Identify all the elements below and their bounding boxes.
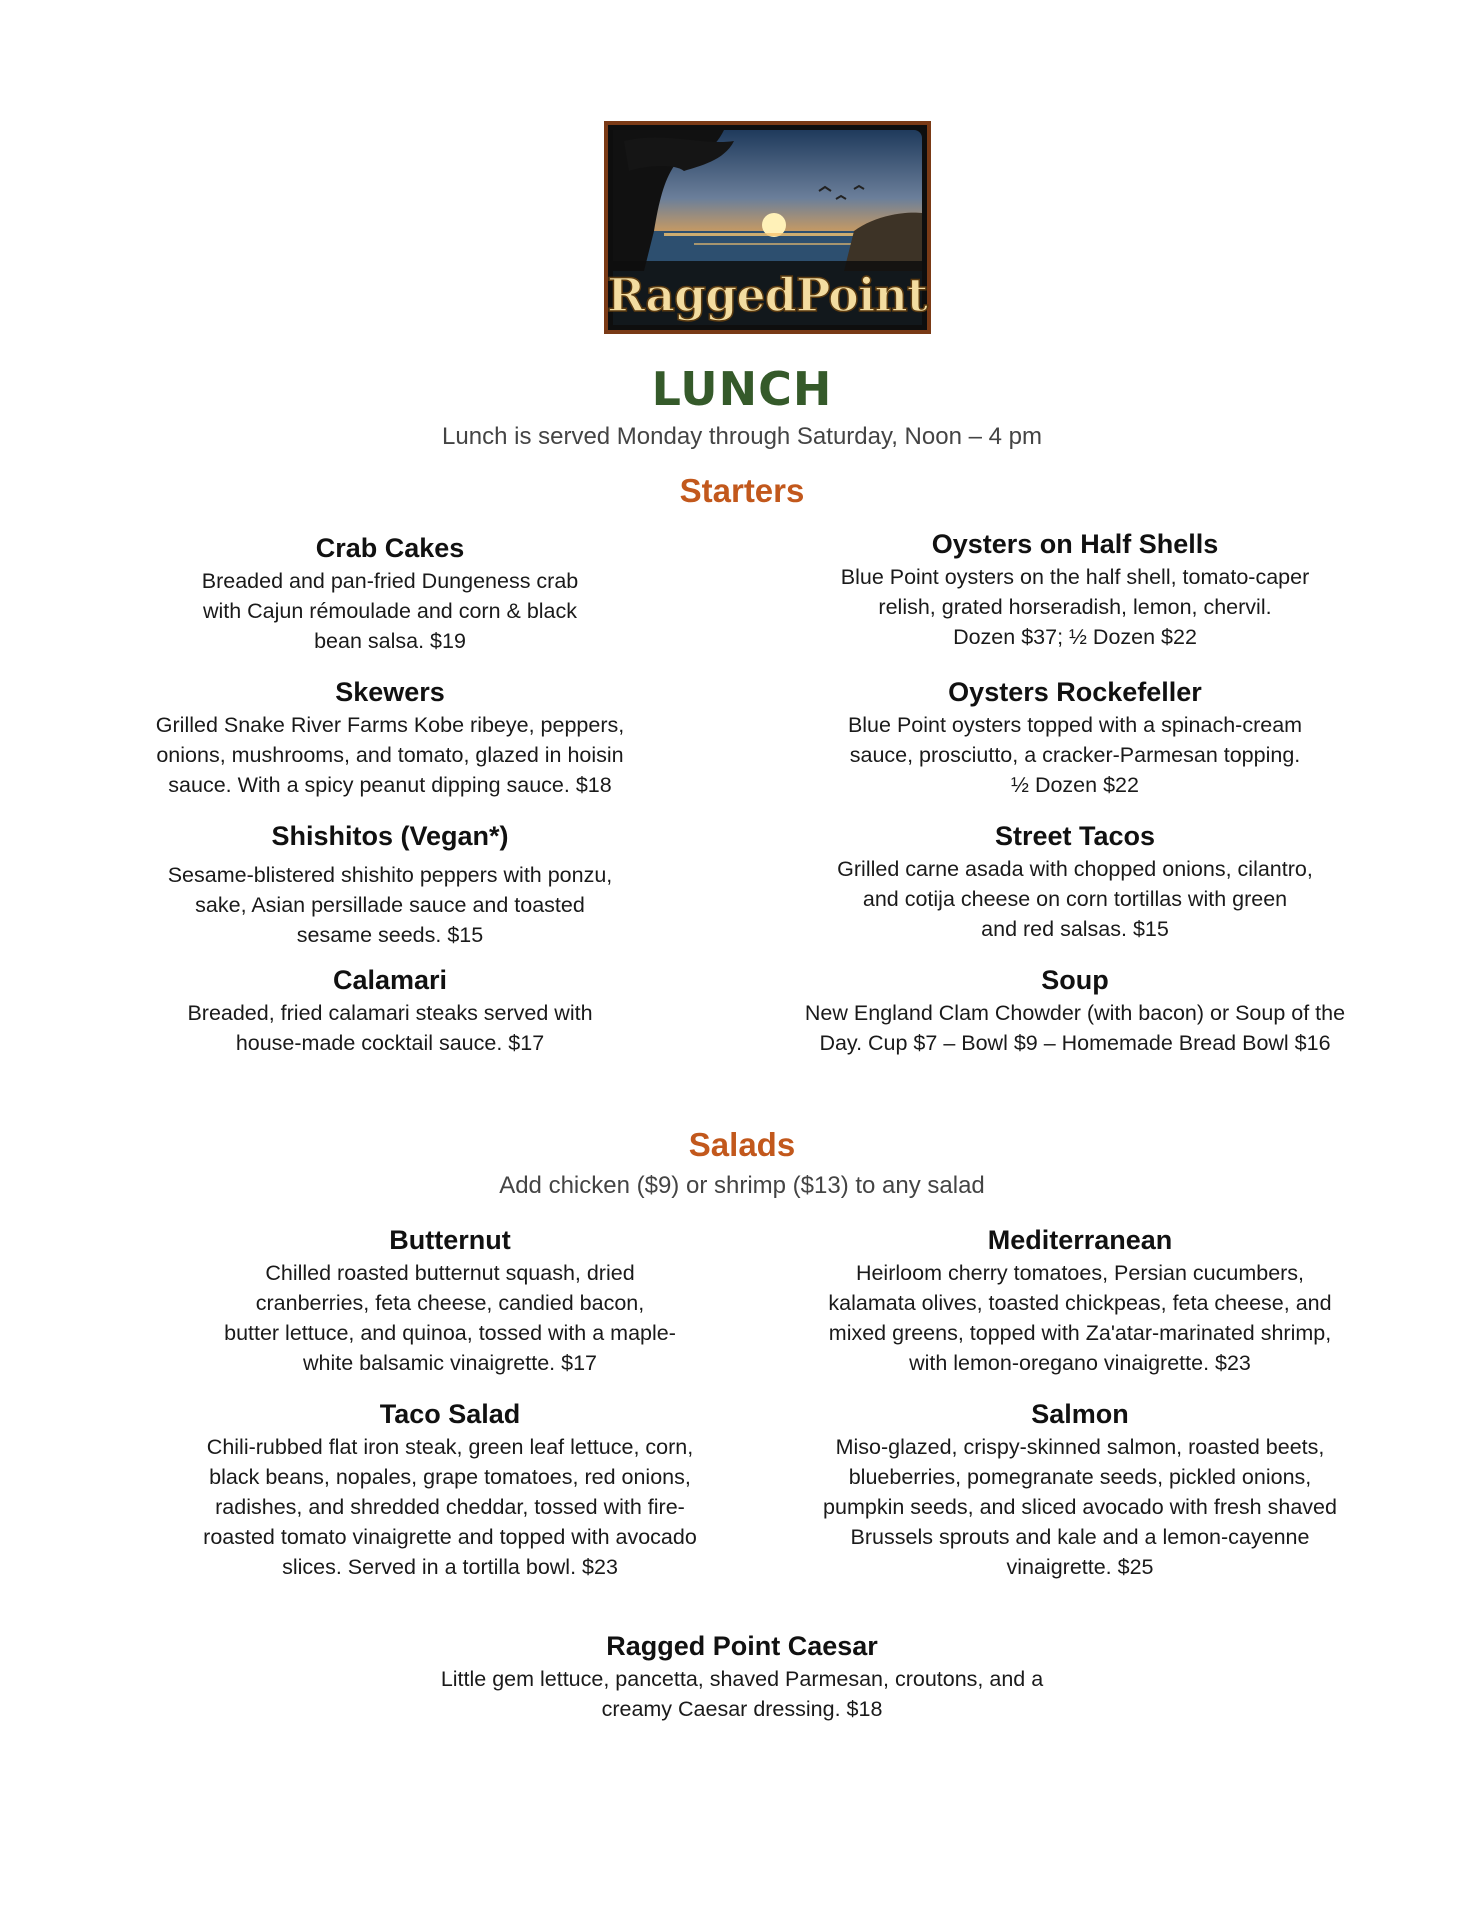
item-description: New England Clam Chowder (with bacon) or Soup of the Day. Cup $7 – Bowl $9 – Homemade Bread Bowl $16 xyxy=(804,1001,1346,1055)
salads-heading: Salads xyxy=(688,1126,796,1163)
menu-item xyxy=(170,1396,730,1582)
menu-item xyxy=(800,1396,1360,1582)
logo-text: RaggedPoint xyxy=(606,268,928,322)
item-description: Blue Point oysters topped with a spinach-cream sauce, prosciutto, a cracker-Parmesan topping. ½ Dozen $22 xyxy=(847,713,1303,797)
item-description: Blue Point oysters on the half shell, tomato-caper relish, grated horseradish, lemon, chervil. Dozen $37; ½ Dozen $22 xyxy=(840,565,1310,649)
item-description: Breaded, fried calamari steaks served with house-made cocktail sauce. $17 xyxy=(187,1001,593,1055)
item-description: Grilled carne asada with chopped onions, cilantro, and cotija cheese on corn tortillas with green and red salsas. $15 xyxy=(837,857,1313,941)
menu-item xyxy=(130,818,650,950)
item-description: Miso-glazed, crispy-skinned salmon, roasted beets, blueberries, pomegranate seeds, pickled onions, pumpkin seeds, and sliced avocado with fresh shaved Brussels sprouts and kale and a lemon-cayenne vinaigrette. $25 xyxy=(823,1435,1337,1579)
item-name: Shishitos (Vegan*) xyxy=(271,821,509,851)
menu-item xyxy=(130,674,650,800)
item-description: Breaded and pan-fried Dungeness crab with Cajun rémoulade and corn & black bean salsa. $19 xyxy=(201,569,579,653)
item-name: Mediterranean xyxy=(987,1225,1173,1255)
item-name: Skewers xyxy=(335,677,445,707)
menu-item xyxy=(130,962,650,1058)
item-description: Chili-rubbed flat iron steak, green leaf lettuce, corn, black beans, nopales, grape tomatoes, red onions, radishes, and shredded cheddar, tossed with fire- roasted tomato vinaigrette and topped with avocado slices. Served in a tortilla bowl. $23 xyxy=(203,1435,697,1579)
item-name: Taco Salad xyxy=(379,1399,521,1429)
item-name: Crab Cakes xyxy=(315,533,465,563)
lunch-hours: Lunch is served Monday through Saturday, Noon – 4 pm xyxy=(442,423,1042,450)
item-description: Heirloom cherry tomatoes, Persian cucumbers, kalamata olives, toasted chickpeas, feta cheese, and mixed greens, topped with Za'atar-marinated shrimp, with lemon-oregano vinaigrette. $23 xyxy=(828,1261,1332,1375)
item-description: Sesame-blistered shishito peppers with ponzu, sake, Asian persillade sauce and toasted sesame seeds. $15 xyxy=(167,863,613,947)
menu-item xyxy=(780,962,1370,1058)
item-name: Oysters on Half Shells xyxy=(931,529,1219,559)
menu-item xyxy=(790,674,1360,800)
menu-item xyxy=(130,530,650,656)
item-description: Chilled roasted butternut squash, dried cranberries, feta cheese, candied bacon, butter lettuce, and quinoa, tossed with a maple- white balsamic vinaigrette. $17 xyxy=(224,1261,676,1375)
item-name: Ragged Point Caesar xyxy=(606,1631,878,1661)
menu-item xyxy=(790,818,1360,944)
menu-item xyxy=(790,526,1360,652)
item-name: Oysters Rockefeller xyxy=(948,677,1202,707)
item-name: Soup xyxy=(1041,965,1109,995)
page-title: LUNCH xyxy=(651,362,833,416)
item-name: Calamari xyxy=(332,965,448,995)
item-description: Little gem lettuce, pancetta, shaved Parmesan, croutons, and a creamy Caesar dressing. $18 xyxy=(440,1667,1044,1721)
ragged-point-logo xyxy=(604,121,931,334)
item-name: Salmon xyxy=(1031,1399,1129,1429)
salad-addon-note: Add chicken ($9) or shrimp ($13) to any salad xyxy=(499,1172,985,1199)
item-name: Street Tacos xyxy=(994,821,1156,851)
starters-heading: Starters xyxy=(679,472,805,509)
item-name: Butternut xyxy=(389,1225,511,1255)
item-description: Grilled Snake River Farms Kobe ribeye, peppers, onions, mushrooms, and tomato, glazed in hoisin sauce. With a spicy peanut dipping sauce. $18 xyxy=(155,713,625,797)
menu-item xyxy=(342,1628,1142,1724)
menu-item xyxy=(800,1222,1360,1378)
menu-item xyxy=(170,1222,730,1378)
